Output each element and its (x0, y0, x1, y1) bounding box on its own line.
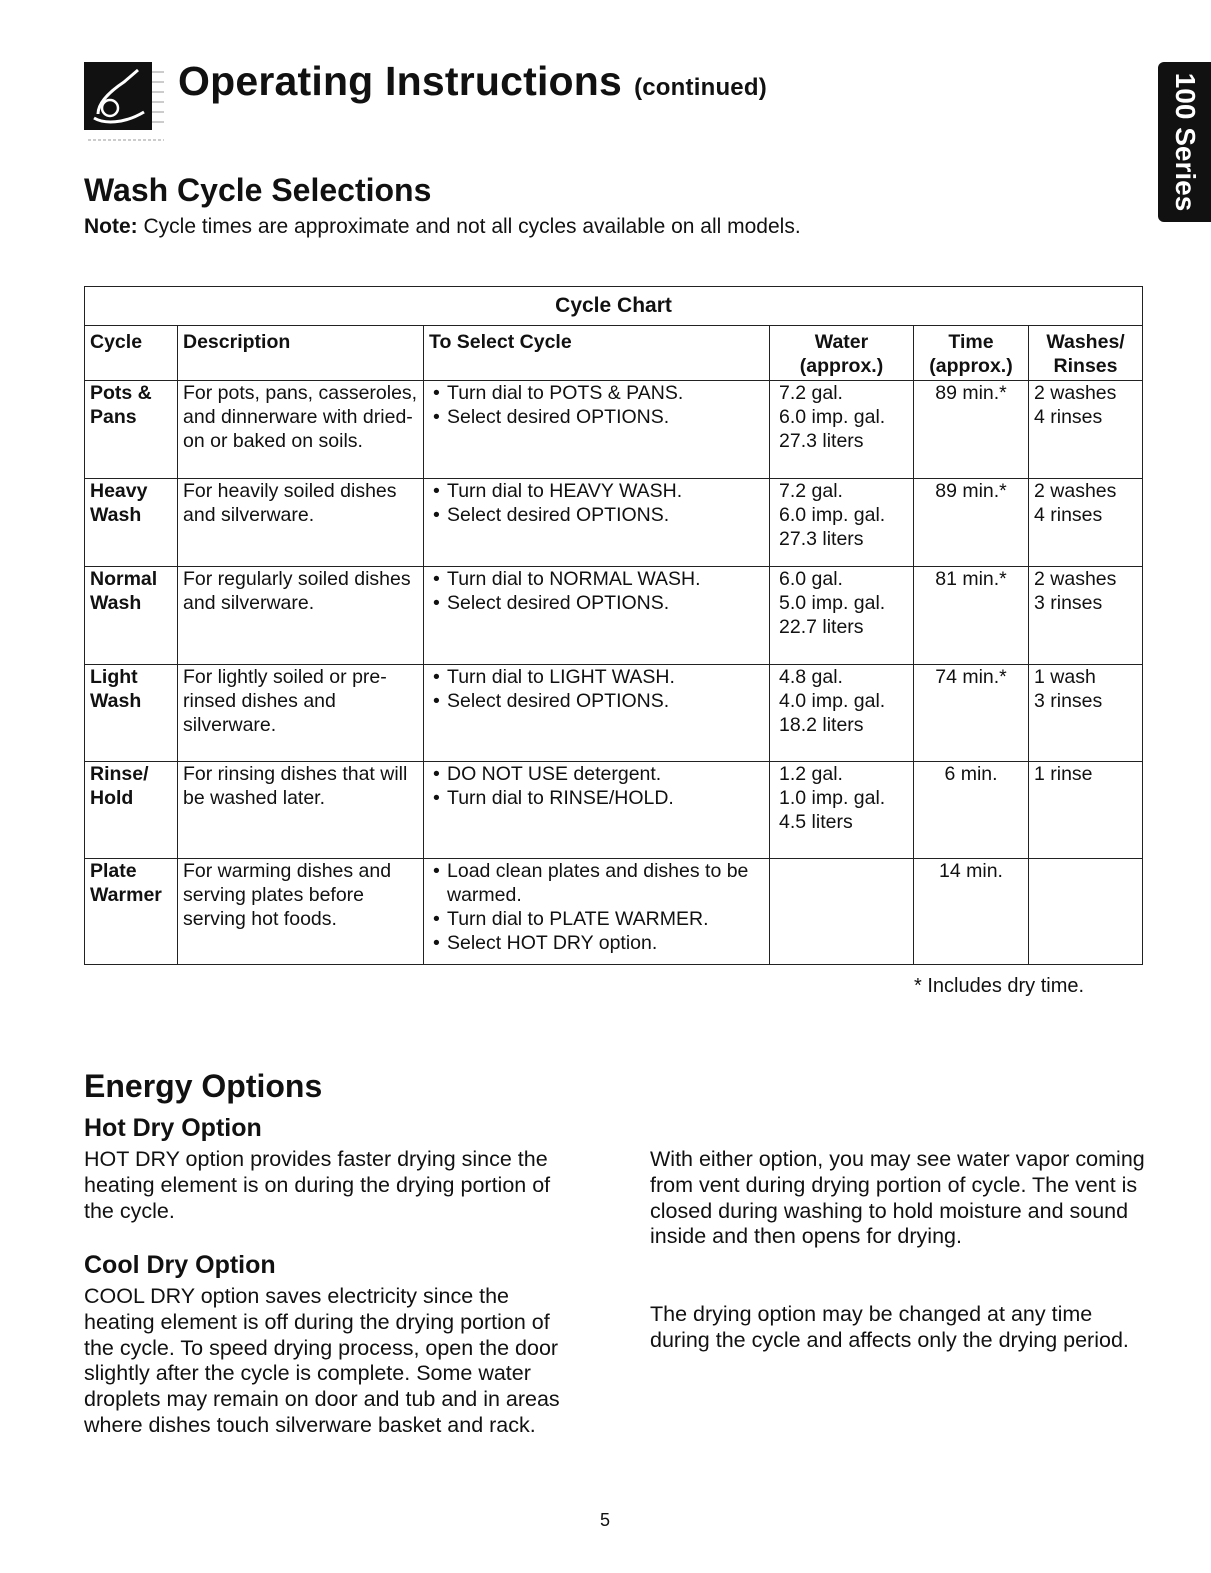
rinses-count: 3 rinses (1034, 592, 1103, 614)
cycle-step: • Turn dial to LIGHT WASH. (429, 665, 764, 689)
cycle-name-line: Light (90, 666, 138, 688)
cycle-steps (424, 479, 770, 567)
rinses-count: 4 rinses (1034, 504, 1103, 526)
cycle-washes (1029, 665, 1143, 762)
table-row (85, 665, 1143, 762)
cycle-description: For warming dishes and serving plates before serving hot foods. (178, 859, 424, 965)
page-number: 5 (600, 1510, 611, 1530)
cool-dry-title: Cool Dry Option (84, 1251, 276, 1279)
header-description: Description (178, 326, 424, 381)
cycle-time: 81 min.* (914, 567, 1029, 665)
cycle-step: • Turn dial to RINSE/HOLD. (429, 786, 764, 810)
header-washes (1029, 326, 1143, 381)
table-header-row (85, 326, 1143, 381)
header-water-label: Water (814, 331, 869, 353)
cycle-time: 14 min. (914, 859, 1029, 965)
page-title-suffix: (continued) (634, 74, 767, 101)
cool-dry-text: COOL DRY option saves electricity since the heating element is off during the drying portion of the cycle. To speed drying process, open the door slightly after the cycle is complete. Some water droplets may remain on door and tub and in areas where dishes touch silverware basket and rack. (84, 1284, 560, 1437)
header-water (770, 326, 914, 381)
cycle-name-line: Pots & (90, 382, 152, 404)
note-label: Note: (84, 215, 138, 238)
cycle-step: • Turn dial to PLATE WARMER. (429, 907, 764, 931)
series-tab (1158, 62, 1211, 222)
cycle-name (85, 762, 178, 859)
cycle-time: 6 min. (914, 762, 1029, 859)
cycle-washes (1029, 381, 1143, 479)
water-gal: 7.2 gal. (779, 480, 843, 502)
cycle-name-line: Warmer (90, 884, 162, 906)
table-row (85, 762, 1143, 859)
cycle-washes (1029, 762, 1143, 859)
water-imp-gal: 6.0 imp. gal. (779, 406, 886, 428)
cycle-name-line: Wash (90, 592, 142, 614)
cycle-description: For regularly soiled dishes and silverware. (178, 567, 424, 665)
cycle-water (770, 665, 914, 762)
header-time-sub: (approx.) (929, 355, 1013, 377)
cycle-chart-caption: Cycle Chart (85, 287, 1143, 326)
water-gal: 6.0 gal. (779, 568, 843, 590)
cycle-description: For rinsing dishes that will be washed later. (178, 762, 424, 859)
header-washes-label: Washes/ (1046, 331, 1125, 353)
cycle-name-line: Wash (90, 504, 142, 526)
cycle-name (85, 567, 178, 665)
water-gal: 7.2 gal. (779, 382, 843, 404)
water-imp-gal: 1.0 imp. gal. (779, 787, 886, 809)
header-time (914, 326, 1029, 381)
water-liters: 18.2 liters (779, 714, 864, 736)
cycle-step: • Select HOT DRY option. (429, 931, 764, 955)
cycle-description: For lightly soiled or pre-rinsed dishes and silverware. (178, 665, 424, 762)
cycle-steps (424, 381, 770, 479)
cycle-step: • Select desired OPTIONS. (429, 503, 764, 527)
washes-count: 1 wash (1034, 666, 1096, 688)
table-row (85, 567, 1143, 665)
water-imp-gal: 5.0 imp. gal. (779, 592, 886, 614)
cycle-washes (1029, 859, 1143, 965)
cycle-step: • Turn dial to HEAVY WASH. (429, 479, 764, 503)
vapor-text: With either option, you may see water vapor coming from vent during drying portion of cycle. The vent is closed during washing to hold moisture and sound inside and then opens for drying. (650, 1147, 1145, 1249)
note-text: Cycle times are approximate and not all cycles available on all models. (137, 215, 801, 238)
water-imp-gal: 4.0 imp. gal. (779, 690, 886, 712)
cycle-name (85, 381, 178, 479)
cycle-chart-table (84, 286, 1143, 965)
cycle-note (84, 215, 801, 239)
page-title (178, 58, 767, 105)
cycle-step: • Turn dial to NORMAL WASH. (429, 567, 764, 591)
water-liters: 27.3 liters (779, 430, 864, 452)
cycle-name-line: Heavy (90, 480, 148, 502)
washes-count: 2 washes (1034, 568, 1117, 590)
cycle-time: 89 min.* (914, 381, 1029, 479)
water-gal: 1.2 gal. (779, 763, 843, 785)
cycle-washes (1029, 479, 1143, 567)
hot-dry-title: Hot Dry Option (84, 1114, 262, 1142)
cycle-name (85, 479, 178, 567)
cycle-water (770, 567, 914, 665)
rinses-count: 3 rinses (1034, 690, 1103, 712)
cycle-steps (424, 859, 770, 965)
cycle-steps (424, 762, 770, 859)
header-cycle: Cycle (85, 326, 178, 381)
header-select: To Select Cycle (424, 326, 770, 381)
cycle-washes (1029, 567, 1143, 665)
cycle-description: For heavily soiled dishes and silverware. (178, 479, 424, 567)
cycle-step: • Load clean plates and dishes to be warmed. (429, 859, 764, 907)
header-washes-sub: Rinses (1053, 355, 1118, 377)
rinses-count: 4 rinses (1034, 406, 1103, 428)
table-row (85, 381, 1143, 479)
cycle-name-line: Hold (90, 787, 134, 809)
cycle-water (770, 479, 914, 567)
cycle-description: For pots, pans, casseroles, and dinnerware with dried-on or baked on soils. (178, 381, 424, 479)
page-title-text: Operating Instructions (178, 58, 623, 104)
cycle-time: 74 min.* (914, 665, 1029, 762)
table-row (85, 479, 1143, 567)
header-time-label: Time (948, 331, 994, 353)
washes-count: 2 washes (1034, 480, 1117, 502)
washes-count: 2 washes (1034, 382, 1117, 404)
cycle-step: • Turn dial to POTS & PANS. (429, 381, 764, 405)
cycle-step: • Select desired OPTIONS. (429, 689, 764, 713)
dry-time-footnote: * Includes dry time. (914, 975, 1085, 997)
dishwasher-icon (84, 62, 166, 144)
water-liters: 27.3 liters (779, 528, 864, 550)
cycle-name-line: Plate (90, 860, 137, 882)
table-row (85, 859, 1143, 965)
water-gal: 4.8 gal. (779, 666, 843, 688)
washes-count: 1 rinse (1034, 763, 1093, 785)
cycle-time: 89 min.* (914, 479, 1029, 567)
cycle-name-line: Normal (90, 568, 158, 590)
drying-change-text: The drying option may be changed at any time during the cycle and affects only the drying period. (650, 1302, 1129, 1352)
cycle-water (770, 762, 914, 859)
series-tab-label: 100 Series (1169, 72, 1201, 212)
energy-options-title: Energy Options (84, 1068, 323, 1104)
cycle-name (85, 665, 178, 762)
cycle-step: • Select desired OPTIONS. (429, 591, 764, 615)
cycle-name-line: Pans (90, 406, 137, 428)
header-water-sub: (approx.) (799, 355, 884, 377)
cycle-step: • Select desired OPTIONS. (429, 405, 764, 429)
cycle-name-line: Wash (90, 690, 142, 712)
cycle-step: • DO NOT USE detergent. (429, 762, 764, 786)
cycle-steps (424, 665, 770, 762)
cycle-water (770, 381, 914, 479)
cycle-name (85, 859, 178, 965)
water-liters: 4.5 liters (779, 811, 853, 833)
hot-dry-text: HOT DRY option provides faster drying since the heating element is on during the drying portion of the cycle. (84, 1147, 551, 1223)
cycle-name-line: Rinse/ (90, 763, 149, 785)
cycle-steps (424, 567, 770, 665)
wash-cycle-title: Wash Cycle Selections (84, 172, 432, 208)
cycle-water (770, 859, 914, 965)
water-imp-gal: 6.0 imp. gal. (779, 504, 886, 526)
water-liters: 22.7 liters (779, 616, 864, 638)
